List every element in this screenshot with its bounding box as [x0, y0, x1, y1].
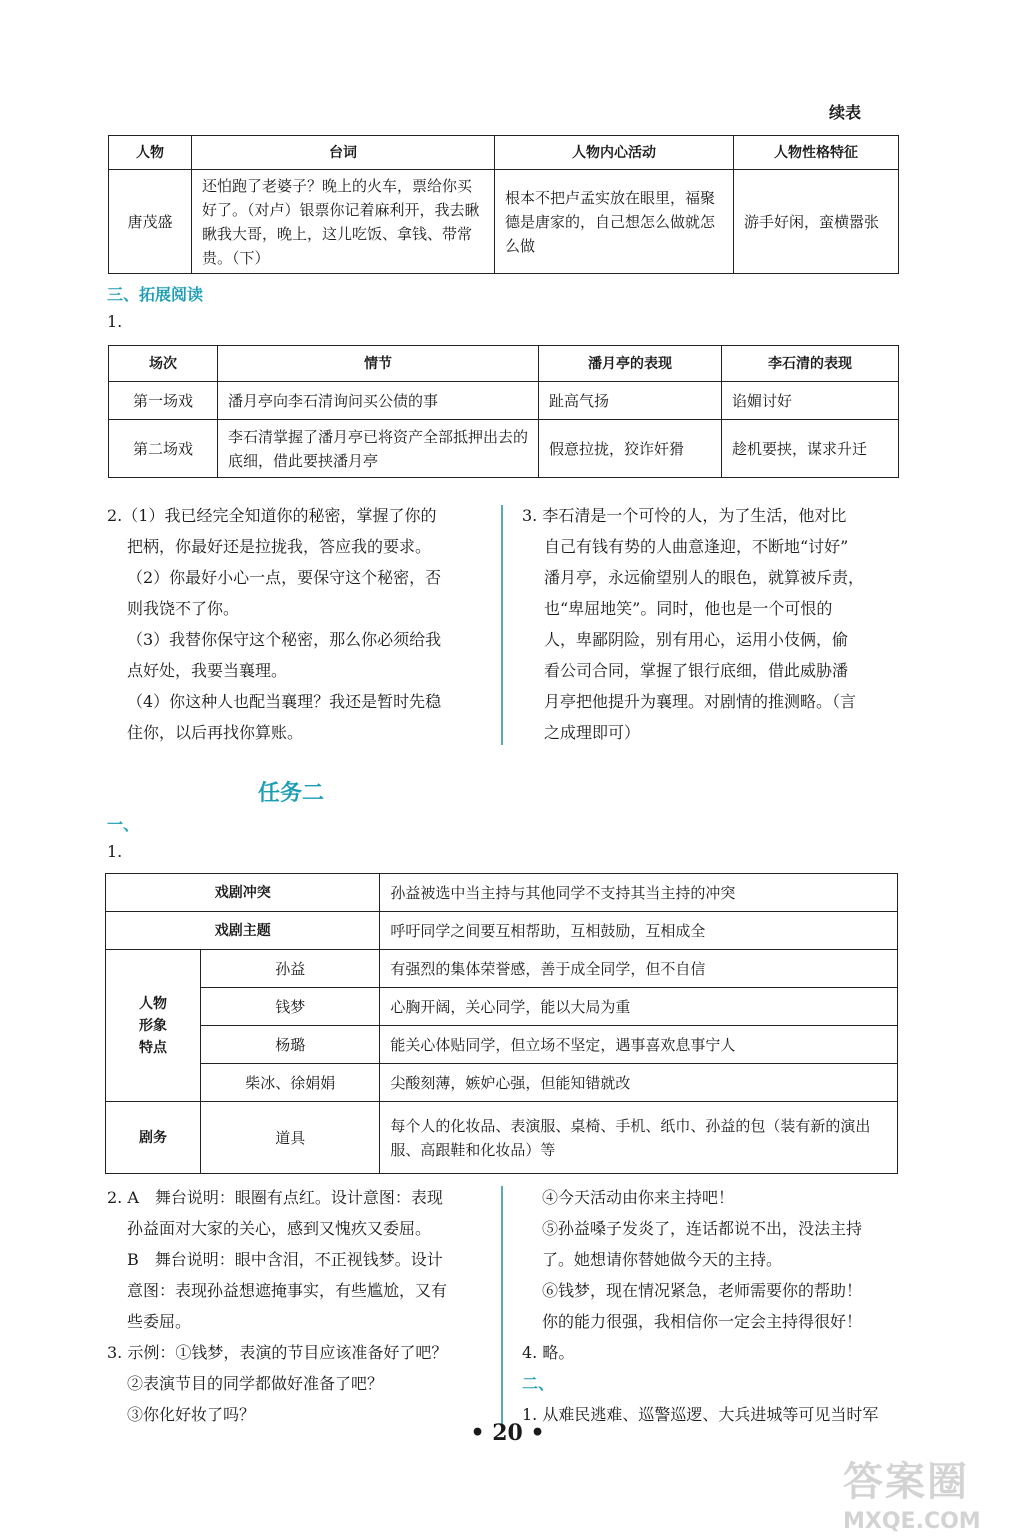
cell-li-2: 趁机要挟，谋求升迁 [722, 420, 899, 478]
column-divider [501, 505, 503, 745]
column-divider [501, 1186, 503, 1426]
bottom-left-line: 3. 示例：①钱梦，表演的节目应该准备好了吧？ [107, 1343, 448, 1362]
label-theme: 戏剧主题 [106, 912, 380, 950]
label-props: 道具 [201, 1102, 380, 1174]
answer-3-line: 也“卑屈地笑”。同时，他也是一个可恨的 [544, 599, 833, 618]
section-title-extended-reading: 三、拓展阅读 [107, 285, 204, 304]
answer-2-line: （3）我替你保守这个秘密，那么你必须给我 [127, 630, 442, 649]
cell-theme: 呼吁同学之间要互相帮助，互相鼓励，互相成全 [380, 912, 898, 950]
cell-name: 唐茂盛 [109, 170, 192, 274]
page-number: • 20 • [470, 1420, 545, 1446]
character-table [108, 135, 899, 274]
watermark-url: MXQE.COM [843, 1509, 981, 1534]
watermark-logo [843, 1450, 1003, 1534]
char-desc: 有强烈的集体荣誉感，善于成全同学，但不自信 [380, 950, 898, 988]
answer-3-line: 潘月亭，永远偷望别人的眼色，就算被斥责， [544, 568, 865, 587]
th-plot: 情节 [218, 346, 539, 382]
bottom-right-line: 4. 略。 [522, 1343, 575, 1362]
bottom-right-line: 1. 从难民逃难、巡警巡逻、大兵进城等可见当时军 [522, 1405, 879, 1424]
bottom-right-line: ⑥钱梦，现在情况紧急，老师需要你的帮助！ [542, 1281, 863, 1300]
cell-lines: 还怕跑了老婆子？晚上的火车，票给你买好了。（对卢）银票你记着麻利开，我去瞅瞅我大哥，晚上，这儿吃饭、拿钱、带常贵。（下） [192, 170, 495, 274]
answer-2 [107, 500, 492, 748]
section-2-label: 二、 [522, 1374, 555, 1393]
answer-3-line: 3. 李石清是一个可怜的人，为了生活，他对比 [522, 506, 847, 525]
cell-li-1: 谄媚讨好 [722, 382, 899, 420]
char-name: 钱梦 [201, 988, 380, 1026]
th-scene: 场次 [109, 346, 218, 382]
th-inner: 人物内心活动 [495, 136, 734, 170]
char-desc: 能关心体贴同学，但立场不坚定，遇事喜欢息事宁人 [380, 1026, 898, 1064]
bottom-left-line: 孙益面对大家的关心，感到又愧疚又委屈。 [127, 1219, 432, 1238]
th-trait: 人物性格特征 [734, 136, 899, 170]
cell-plot-2: 李石清掌握了潘月亭已将资产全部抵押出去的底细，借此要挟潘月亭 [218, 420, 539, 478]
label-conflict: 戏剧冲突 [106, 874, 380, 912]
answer-3-line: 看公司合同，掌握了银行底细，借此威胁潘 [544, 661, 849, 680]
char-name: 柴冰、徐娟娟 [201, 1064, 380, 1102]
watermark-text: 答案圈 [843, 1459, 969, 1505]
bottom-left-line: ②表演节目的同学都做好准备了吧？ [127, 1374, 384, 1393]
bottom-right-line: 了。她想请你替她做今天的主持。 [542, 1250, 783, 1269]
section-1-label: 一、 [107, 815, 140, 834]
char-desc: 尖酸刻薄，嫉妒心强，但能知错就改 [380, 1064, 898, 1102]
th-lines: 台词 [192, 136, 495, 170]
task-2-title: 任务二 [258, 781, 325, 806]
bottom-left-line: 些委屈。 [127, 1312, 192, 1331]
cell-scene-2: 第二场戏 [109, 420, 218, 478]
scene-table [108, 345, 899, 478]
cell-plot-1: 潘月亭向李石清询问买公债的事 [218, 382, 539, 420]
answer-3-line: 自己有钱有势的人曲意逢迎，不断地“讨好” [544, 537, 849, 556]
cell-pan-2: 假意拉拢，狡诈奸猾 [539, 420, 722, 478]
char-group-line: 特点 [139, 1039, 167, 1056]
answer-2-line: 2.（1）我已经完全知道你的秘密，掌握了你的 [107, 506, 437, 525]
bottom-right-line: ④今天活动由你来主持吧！ [542, 1188, 735, 1207]
char-group-line: 形象 [139, 1017, 167, 1034]
answer-3-line: 之成理即可） [544, 723, 641, 742]
cell-conflict: 孙益被选中当主持与其他同学不支持其当主持的冲突 [380, 874, 898, 912]
bottom-right-line: 你的能力很强，我相信你一定会主持得很好！ [542, 1312, 863, 1331]
continued-label: 续表 [829, 103, 862, 122]
char-desc: 心胸开阔，关心同学，能以大局为重 [380, 988, 898, 1026]
label-affairs: 剧务 [106, 1102, 201, 1174]
cell-scene-1: 第一场戏 [109, 382, 218, 420]
drama-analysis-table [105, 873, 898, 1174]
char-group-line: 人物 [139, 995, 167, 1012]
answer-2-line: 点好处，我要当襄理。 [127, 661, 288, 680]
bottom-left-line: 意图：表现孙益想遮掩事实，有些尴尬，又有 [127, 1281, 448, 1300]
question-1-label: 1. [107, 312, 123, 331]
label-character-traits [106, 950, 201, 1102]
answers-2-3 [107, 1182, 492, 1430]
bottom-left-line: ③你化好妆了吗？ [127, 1405, 256, 1424]
bottom-left-line: 2. A 舞台说明：眼圈有点红。设计意图：表现 [107, 1188, 443, 1207]
question-1b-label: 1. [107, 842, 123, 861]
answer-3 [522, 500, 907, 748]
answer-2-line: 住你，以后再找你算账。 [127, 723, 304, 742]
char-name: 杨璐 [201, 1026, 380, 1064]
answer-2-line: （2）你最好小心一点，要保守这个秘密，否 [127, 568, 442, 587]
answer-3-line: 人，卑鄙阴险，别有用心，运用小伎俩，偷 [544, 630, 849, 649]
cell-pan-1: 趾高气扬 [539, 382, 722, 420]
cell-trait: 游手好闲，蛮横嚣张 [734, 170, 899, 274]
char-name: 孙益 [201, 950, 380, 988]
answer-2-line: 把柄，你最好还是拉拢我，答应我的要求。 [127, 537, 432, 556]
th-character: 人物 [109, 136, 192, 170]
answer-3-line: 月亭把他提升为襄理。对剧情的推测略。（言 [544, 692, 857, 711]
bottom-left-line: B 舞台说明：眼中含泪，不正视钱梦。设计 [127, 1250, 443, 1269]
answer-2-line: 则我饶不了你。 [127, 599, 240, 618]
bottom-right-line: ⑤孙益嗓子发炎了，连话都说不出，没法主持 [542, 1219, 863, 1238]
cell-inner: 根本不把卢孟实放在眼里，福聚德是唐家的，自己想怎么做就怎么做 [495, 170, 734, 274]
answers-3-4 [522, 1182, 907, 1430]
th-pan: 潘月亭的表现 [539, 346, 722, 382]
answer-2-line: （4）你这种人也配当襄理？我还是暂时先稳 [127, 692, 442, 711]
th-li: 李石清的表现 [722, 346, 899, 382]
cell-props: 每个人的化妆品、表演服、桌椅、手机、纸巾、孙益的包（装有新的演出服、高跟鞋和化妆品）等 [380, 1102, 898, 1174]
